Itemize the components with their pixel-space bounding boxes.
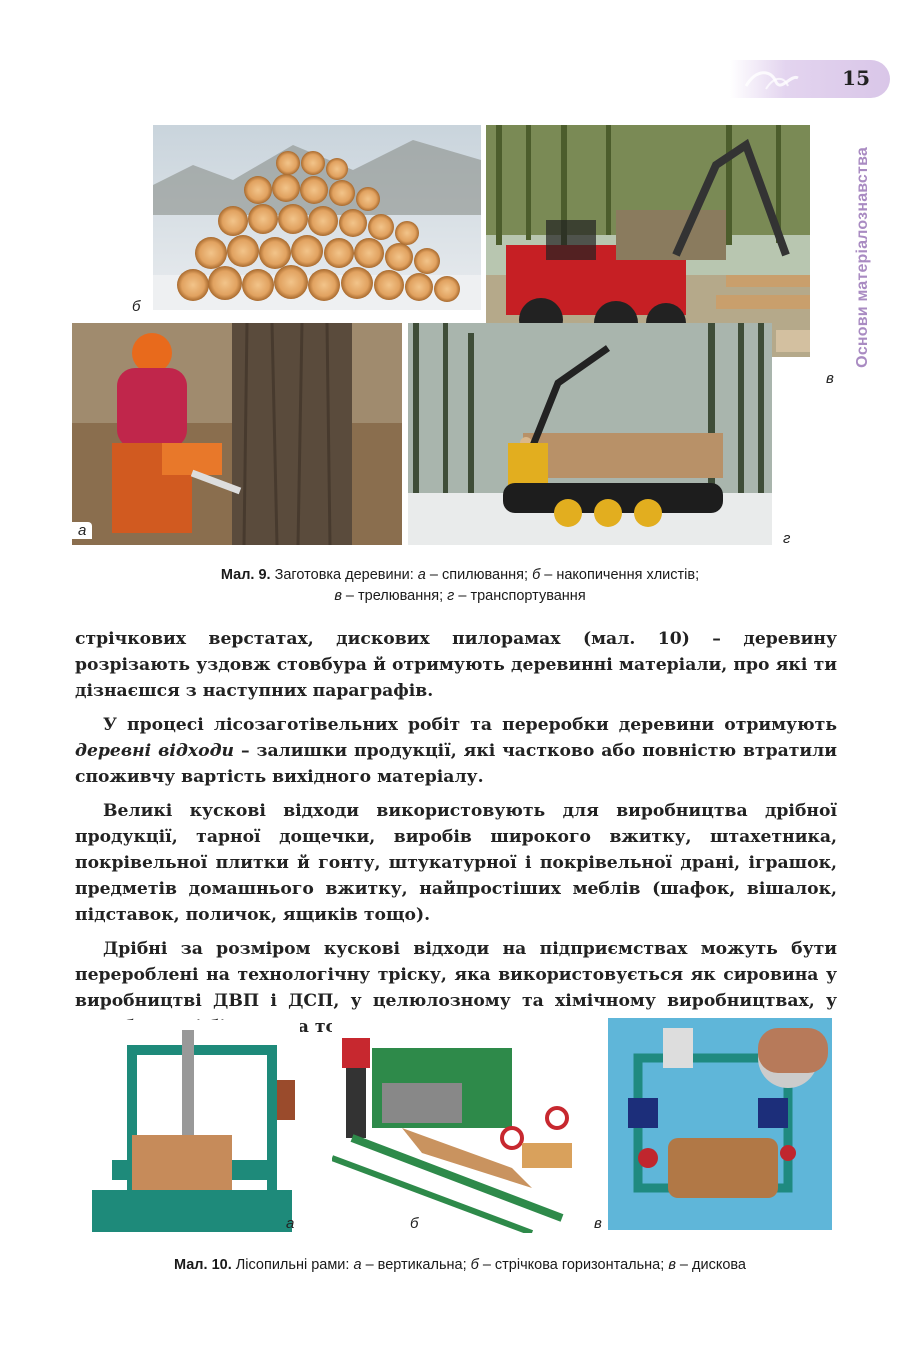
paragraph-3: Великі кускові відходи використовують для виробництва дрібної продукції, тарної дощечки, виробів широкого вжитку, штахетника, покрівельної плитки й гонту, штукатурної і покрівельної драні, іграшок, предметів домашнього вжитку, найпростіших меблів (шафок, вішалок, підставок, поличок, ящиків тощо). (75, 801, 837, 925)
figure9-caption (60, 565, 860, 607)
paragraph-1: стрічкових верстатах, дискових пилорамах (мал. 10) – деревину розрізають уздовж стовбура й отримують деревинні матеріали, про які ти дізнаєшся з наступних параграфів. (75, 629, 837, 701)
figure9-caption-b-text: – накопичення хлистів; (544, 567, 700, 583)
photo-chainsaw-felling (72, 323, 402, 545)
photo-vertical-sawmill (72, 1020, 300, 1232)
figure10-caption-v-text: – дискова (679, 1257, 747, 1273)
side-title-text: Основи матеріалознавства (854, 146, 871, 368)
figure9-caption-g-text: – транспортування (458, 588, 586, 604)
paragraph-2-start: У процесі лісозаготівельних робіт та переробки деревини отримують (103, 715, 837, 735)
paragraph-4: Дрібні за розміром кускові відходи на підприємствах можуть бути перероблені на технологічну тріску, яка використовується як сировина у виробництві ДВП і ДСП, у целюлозному та хімічному виробництвах, у (75, 939, 837, 1011)
paragraph-2 (75, 712, 837, 790)
figure9-caption-prefix: Мал. 9. (220, 567, 271, 583)
figure9-label-b: б (132, 298, 141, 315)
figure10-caption (50, 1255, 870, 1276)
term-wood-waste: деревні відходи (75, 741, 235, 761)
figure10-caption-b-text: – стрічкова горизонтальна; (482, 1257, 665, 1273)
figure10-label-v: в (594, 1215, 602, 1232)
page-number: 15 (842, 66, 870, 90)
photo-log-pile (153, 125, 481, 310)
figure10-caption-a-key: а (353, 1257, 362, 1273)
figure9-caption-g-key: г (447, 588, 455, 604)
page-number-tab (730, 60, 890, 98)
figure10-caption-b-key: б (470, 1257, 479, 1273)
decorative-flourish-icon (736, 64, 816, 94)
photo-timber-transport (408, 323, 772, 545)
figure10-caption-v-key: в (668, 1257, 676, 1273)
photo-circular-sawmill (608, 1018, 832, 1230)
figure10-caption-a-text: – вертикальна; (365, 1257, 467, 1273)
figure10-caption-title: Лісопильні рами: (235, 1257, 350, 1273)
figure9-label-g: г (783, 530, 791, 547)
figure9-label-v: в (826, 370, 834, 387)
figure9-label-a: а (72, 522, 92, 539)
paragraph-2-end: – залишки продукції, які частково або повністю втратили споживчу вартість вихідного матеріалу. (75, 741, 838, 787)
body-text (75, 626, 837, 1040)
side-section-title (848, 122, 878, 392)
figure10-label-b: б (410, 1215, 419, 1232)
figure9-caption-b-key: б (532, 567, 541, 583)
photo-band-sawmill (332, 1018, 580, 1233)
figure10-caption-prefix: Мал. 10. (173, 1257, 232, 1273)
figure9-caption-a-key: а (417, 567, 426, 583)
figure10-label-a: а (286, 1215, 295, 1232)
figure9-caption-v-text: – трелювання; (345, 588, 444, 604)
figure9-caption-a-text: – спилювання; (429, 567, 529, 583)
figure9-caption-title: Заготовка деревини: (274, 567, 414, 583)
figure9-caption-v-key: в (334, 588, 342, 604)
